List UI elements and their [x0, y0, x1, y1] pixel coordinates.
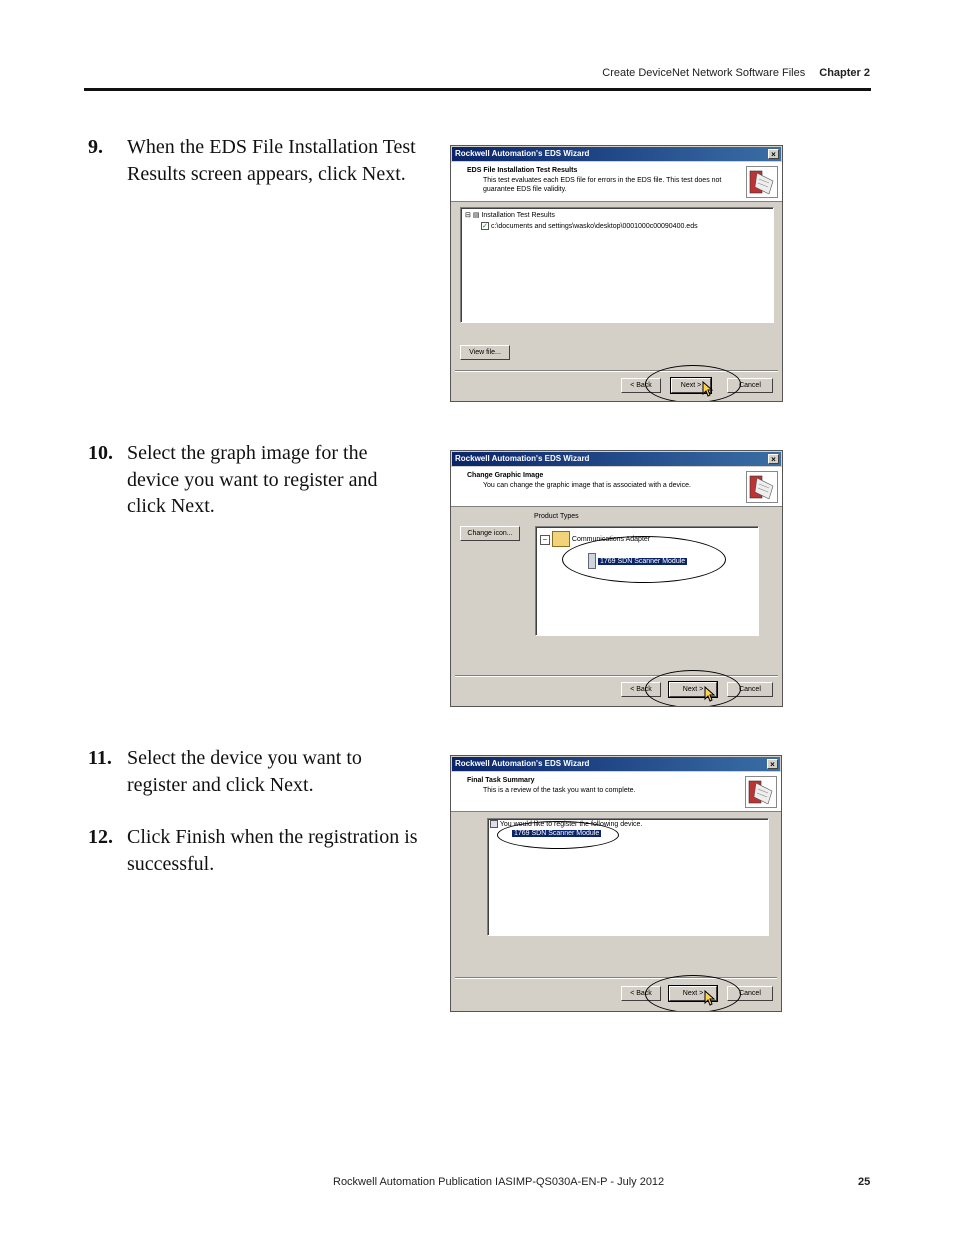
mouse-cursor-icon [704, 990, 716, 1006]
back-button[interactable]: < Back [621, 682, 661, 697]
summary-intro-text: You would like to register the following device. [499, 820, 643, 828]
cancel-button[interactable]: Cancel [727, 682, 773, 697]
chapter-label: Chapter 2 [819, 67, 870, 79]
collapse-icon[interactable]: – [540, 535, 550, 545]
dialog-title: Rockwell Automation's EDS Wizard [455, 454, 590, 463]
step-11 [88, 745, 418, 798]
eds-wizard-final-summary-dialog [450, 755, 782, 1012]
view-file-button[interactable]: View file... [460, 345, 510, 360]
test-results-tree[interactable] [460, 207, 774, 323]
running-header [602, 67, 870, 79]
next-button[interactable]: Next > [671, 378, 711, 393]
eds-wizard-test-results-dialog [450, 145, 783, 402]
mouse-cursor-icon [702, 381, 714, 397]
step-12 [88, 824, 418, 877]
change-icon-button[interactable]: Change icon... [460, 526, 520, 541]
wizard-logo-icon [746, 166, 778, 198]
folder-icon [552, 531, 570, 547]
header-rule [84, 88, 871, 91]
highlight-ring [497, 821, 619, 849]
highlight-ring [562, 536, 726, 583]
info-icon [490, 820, 498, 828]
publication-info: Rockwell Automation Publication IASIMP-QS030A-EN-P - July 2012 [333, 1176, 665, 1188]
dialog-title-bar [452, 452, 781, 466]
highlight-ring [645, 975, 741, 1012]
mouse-cursor-icon [704, 686, 716, 702]
next-button[interactable]: Next > [669, 682, 717, 697]
wizard-logo-icon [745, 776, 777, 808]
cancel-button[interactable]: Cancel [727, 378, 773, 393]
cancel-button[interactable]: Cancel [727, 986, 773, 1001]
tree-root[interactable] [465, 211, 555, 219]
step-10 [88, 440, 418, 520]
step-text: Select the graph image for the device you want to register and click Next. [127, 442, 378, 517]
close-button[interactable]: × [768, 149, 779, 159]
collapse-icon[interactable]: ⊟ [465, 212, 471, 219]
folder-icon: ▤ [472, 212, 480, 219]
dialog-subheading: This is a review of the task you want to complete. [483, 787, 636, 794]
check-icon: ✓ [482, 223, 488, 230]
tree-item[interactable] [481, 222, 698, 230]
close-button[interactable]: × [767, 759, 778, 769]
step-text: Select the device you want to register and click Next. [127, 747, 362, 796]
eds-file-path: c:\documents and settings\wasko\desktop\0001000c00090400.eds [490, 223, 698, 230]
dialog-title-bar [452, 757, 780, 771]
step-number: 10. [88, 442, 113, 464]
tree-root-label: Installation Test Results [481, 212, 555, 219]
highlight-ring [645, 365, 741, 402]
dialog-header [451, 467, 782, 507]
dialog-subheading: You can change the graphic image that is associated with a device. [483, 482, 691, 489]
step-text: Click Finish when the registration is successful. [127, 826, 418, 875]
close-button[interactable]: × [768, 454, 779, 464]
dialog-subheading: This test evaluates each EDS file for errors in the EDS file. This test does not guarantee EDS file validity. [483, 177, 722, 193]
summary-device-label: 1769 SDN Scanner Module [514, 830, 600, 837]
step-9 [88, 134, 418, 187]
dialog-title-bar [452, 147, 781, 161]
eds-wizard-graphic-image-dialog [450, 450, 783, 707]
back-button[interactable]: < Back [621, 378, 661, 393]
dialog-heading: Change Graphic Image [467, 472, 544, 479]
dialog-header [451, 162, 782, 202]
step-text: When the EDS File Installation Test Results screen appears, click Next. [127, 136, 416, 185]
section-title: Create DeviceNet Network Software Files [602, 67, 806, 79]
highlight-ring [645, 670, 741, 707]
step-number: 12. [88, 826, 113, 848]
page-number: 25 [858, 1176, 871, 1188]
step-number: 11. [88, 747, 112, 769]
dialog-heading: EDS File Installation Test Results [467, 167, 578, 174]
product-types-label: Product Types [534, 513, 579, 520]
footer-separator [455, 977, 777, 979]
wizard-logo-icon [746, 471, 778, 503]
category-label: Communications Adapter [571, 535, 651, 543]
back-button[interactable]: < Back [621, 986, 661, 1001]
dialog-header [451, 772, 781, 812]
dialog-title: Rockwell Automation's EDS Wizard [455, 759, 590, 768]
dialog-heading: Final Task Summary [467, 777, 535, 784]
next-button[interactable]: Next > [669, 986, 717, 1001]
dialog-title: Rockwell Automation's EDS Wizard [455, 149, 590, 158]
device-label: 1769 SDN Scanner Module [599, 557, 686, 565]
step-number: 9. [88, 136, 103, 158]
